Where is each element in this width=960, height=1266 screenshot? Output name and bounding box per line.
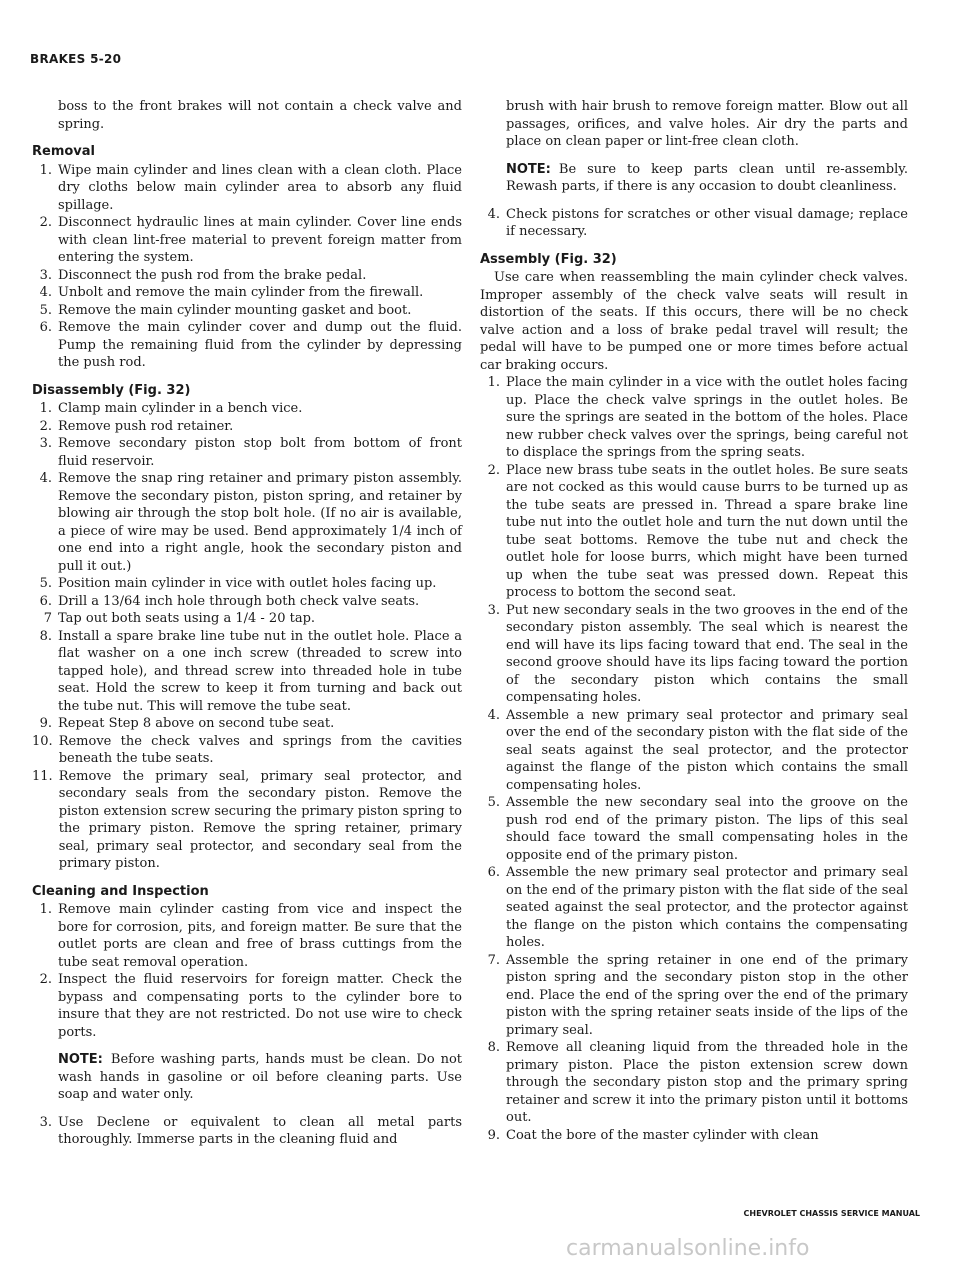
step-number: 1.	[39, 162, 52, 178]
step-text: Disconnect the push rod from the brake pedal.	[58, 267, 367, 283]
note-text: Be sure to keep parts clean until re-assembly. Rewash parts, if there is any occasion to doubt cleanliness.	[506, 161, 908, 194]
list-item	[32, 971, 462, 1041]
reassembly-note	[506, 161, 908, 196]
step-text: Install a spare brake line tube nut in the outlet hole. Place a flat washer on a one inch screw (threaded to screw into tapped hole), and thread screw into threaded hole in tube seat. Hold the screw to keep it from turning and back out the tube nut. This will remove the tube seat.	[58, 628, 462, 714]
step-text: Clamp main cylinder in a bench vice.	[58, 401, 303, 416]
step-number: 1.	[39, 902, 52, 917]
step-number: 4.	[39, 471, 52, 486]
section-heading-disassembly: Disassembly (Fig. 32)	[32, 382, 191, 398]
step-text: Remove push rod retainer.	[58, 418, 234, 434]
note-text: Before washing parts, hands must be clean. Do not wash hands in gasoline or oil before cleaning parts. Use soap and water only.	[58, 1052, 462, 1102]
step-text: Tap out both seats using a 1/4 - 20 tap.	[58, 611, 316, 626]
step-number: 8.	[39, 628, 52, 644]
list-item	[32, 400, 462, 418]
disassembly-steps	[32, 400, 462, 873]
step-text: Remove the snap ring retainer and primary piston assembly. Remove the secondary piston, piston spring, and retainer by blowing air through the stop bolt hole. (If no air is available, a piece of wire may be used. Bend approximately 1/4 inch of one end into a right angle, hook the secondary piston and pull it out.)	[58, 471, 462, 574]
page-footer: CHEVROLET CHASSIS SERVICE MANUAL	[743, 1209, 920, 1218]
assembly-intro: Use care when reassembling the main cylinder check valves. Improper assembly of the check valve seats will result in distortion of the seats. If this occurs, there will be no check valve action and a loss of brake pedal travel will result; the pedal will have to be pumped one or more times before actual car braking occurs.	[480, 270, 908, 373]
list-item	[32, 901, 462, 971]
step-number: 7	[43, 611, 52, 626]
list-item	[32, 628, 462, 716]
step-number: 9.	[39, 716, 52, 731]
step-text: Assemble a new primary seal protector and primary seal over the end of the secondary piston with the flat side of the seal seats against the seal protector, and the protector against the flange of the piston which contains the small compensating holes.	[506, 707, 908, 793]
list-item	[32, 418, 462, 436]
step-number: 3.	[39, 1114, 52, 1130]
step-text: Remove the main cylinder cover and dump out the fluid. Pump the remaining fluid from the cylinder by depressing the push rod.	[58, 320, 462, 370]
list-item	[32, 267, 462, 285]
step-number: 3.	[39, 436, 52, 451]
list-item	[480, 707, 908, 795]
list-item	[480, 952, 908, 1040]
step-number: 4.	[487, 206, 500, 222]
step-text: Remove secondary piston stop bolt from bottom of front fluid reservoir.	[58, 436, 462, 469]
note-label: NOTE:	[506, 161, 551, 177]
watermark-text: carmanualsonline.info	[566, 1236, 810, 1261]
step-number: 7.	[487, 952, 500, 968]
step-text: Assemble the spring retainer in one end of the primary piston spring and the secondary piston stop in the other end. Place the end of the spring over the end of the primary piston with the spring retainer seats inside of the lips of the primary seal.	[506, 952, 908, 1038]
step-number: 11.	[32, 768, 53, 784]
step-number: 5.	[39, 576, 52, 591]
list-item	[480, 462, 908, 602]
step-text: Remove the primary seal, primary seal protector, and secondary seals from the secondary piston. Remove the piston extension screw securing the primary piston spring to the primary piston. Remove the spring retainer, primary seal, primary seal protector, and secondary seal from the primary piston.	[58, 768, 462, 871]
list-item	[32, 470, 462, 575]
step-number: 4.	[487, 707, 500, 723]
list-item	[480, 1127, 908, 1145]
step-number: 1.	[39, 401, 52, 416]
step-text: Place new brass tube seats in the outlet holes. Be sure seats are not cocked as this would cause burrs to be turned up as the tube seats are pressed in. Thread a spare brake line tube nut into the outlet hole and turn the nut down until the tube seat bottoms. Remove the tube nut and check the outlet hole for loose burrs, which might have been turned up when the tube seat was pressed down. Repeat this process to bottom the second seat.	[506, 462, 908, 600]
step-number: 5.	[487, 795, 500, 810]
list-item	[32, 715, 462, 733]
list-item	[480, 374, 908, 462]
step-text: Unbolt and remove the main cylinder from the firewall.	[58, 285, 424, 300]
step-text: Inspect the fluid reservoirs for foreign matter. Check the bypass and compensating ports to the cylinder bore to insure that they are not restricted. Do not use wire to check ports.	[58, 972, 462, 1040]
step-number: 3.	[487, 602, 500, 618]
step-text: Remove the main cylinder mounting gasket and boot.	[58, 302, 412, 318]
step-text: Assemble the new secondary seal into the groove on the push rod end of the primary piston. The lips of this seal should face toward the small compensating holes in the opposite end of the primary piston.	[506, 795, 908, 863]
step-number: 3.	[39, 267, 52, 283]
step-text: Place the main cylinder in a vice with the outlet holes facing up. Place the check valve springs in the outlet holes. Be sure the springs are seated in the bottom of the holes. Place new rubber check valves over the springs, being careful not to displace the springs from the spring seats.	[506, 375, 908, 460]
step-number: 2.	[39, 215, 52, 230]
step-text: Put new secondary seals in the two grooves in the end of the secondary piston assembly. The seal which is nearest the end will have its lips facing toward that end. The seal in the second groove should have its lips facing toward the portion of the secondary piston which contains the small compensating holes.	[506, 602, 908, 705]
list-item	[32, 610, 462, 628]
page-header: BRAKES 5-20	[30, 52, 122, 66]
step-text: Assemble the new primary seal protector and primary seal on the end of the primary piston with the flat side of the seal seated against the seal protector, and the protector against the flange on the piston which contains the compensating holes.	[506, 865, 908, 950]
step-text: Repeat Step 8 above on second tube seat.	[58, 716, 335, 731]
section-heading-cleaning: Cleaning and Inspection	[32, 883, 209, 899]
section-heading-removal: Removal	[32, 144, 96, 159]
step-number: 2.	[39, 972, 52, 987]
removal-steps	[32, 162, 462, 372]
step-text: Drill a 13/64 inch hole through both check valve seats.	[58, 593, 420, 609]
step-number: 6.	[39, 593, 52, 609]
step-text: Coat the bore of the master cylinder with clean	[506, 1127, 819, 1143]
assembly-steps	[480, 374, 908, 1144]
list-item	[480, 602, 908, 707]
list-item	[32, 162, 462, 215]
list-item	[32, 768, 462, 873]
inspection-steps-continued	[480, 206, 908, 241]
list-item	[480, 864, 908, 952]
step-number: 6.	[39, 320, 52, 335]
list-item	[32, 319, 462, 372]
cleaning-steps-continued	[32, 1114, 462, 1149]
list-item	[480, 794, 908, 864]
list-item	[32, 1114, 462, 1149]
step-number: 6.	[487, 865, 500, 880]
step-number: 8.	[487, 1040, 500, 1055]
step-number: 5.	[39, 302, 52, 318]
section-heading-assembly: Assembly (Fig. 32)	[480, 251, 617, 267]
step-text: Remove all cleaning liquid from the threaded hole in the primary piston. Place the piston extension screw down through the secondary piston stop and the primary spring retainer and screw it into the primary piston until it bottoms out.	[506, 1040, 908, 1125]
list-item	[32, 593, 462, 611]
list-item	[480, 206, 908, 241]
step-text: Disconnect hydraulic lines at main cylinder. Cover line ends with clean lint-free material to prevent foreign matter from entering the system.	[58, 215, 462, 265]
list-item	[480, 1039, 908, 1127]
step-number: 4.	[39, 285, 52, 300]
cleaning-steps	[32, 901, 462, 1041]
step-number: 9.	[487, 1127, 500, 1143]
list-item	[32, 302, 462, 320]
intro-paragraph: boss to the front brakes will not contain a check valve and spring.	[58, 99, 462, 132]
step-number: 2.	[39, 418, 52, 434]
cleaning-note	[58, 1051, 462, 1104]
continued-paragraph: brush with hair brush to remove foreign matter. Blow out all passages, orifices, and valve holes. Air dry the parts and place on clean paper or lint-free clean cloth.	[506, 99, 908, 149]
step-text: Check pistons for scratches or other visual damage; replace if necessary.	[506, 206, 908, 239]
step-text: Remove the check valves and springs from the cavities beneath the tube seats.	[58, 733, 462, 766]
step-text: Wipe main cylinder and lines clean with a clean cloth. Place dry cloths below main cylinder area to absorb any fluid spillage.	[58, 162, 462, 213]
list-item	[32, 575, 462, 593]
step-number: 2.	[487, 462, 500, 478]
right-column	[480, 98, 908, 1144]
list-item	[32, 214, 462, 267]
list-item	[32, 284, 462, 302]
step-number: 10.	[32, 733, 53, 749]
left-column	[32, 98, 462, 1149]
list-item	[32, 733, 462, 768]
step-text: Use Declene or equivalent to clean all metal parts thoroughly. Immerse parts in the cleaning fluid and	[58, 1114, 462, 1147]
step-text: Remove main cylinder casting from vice and inspect the bore for corrosion, pits, and foreign matter. Be sure that the outlet ports are clean and free of brass cuttings from the tube seat removal operation.	[58, 902, 462, 970]
step-number: 1.	[487, 375, 500, 390]
note-label: NOTE:	[58, 1052, 103, 1067]
list-item	[32, 435, 462, 470]
step-text: Position main cylinder in vice with outlet holes facing up.	[58, 576, 437, 591]
